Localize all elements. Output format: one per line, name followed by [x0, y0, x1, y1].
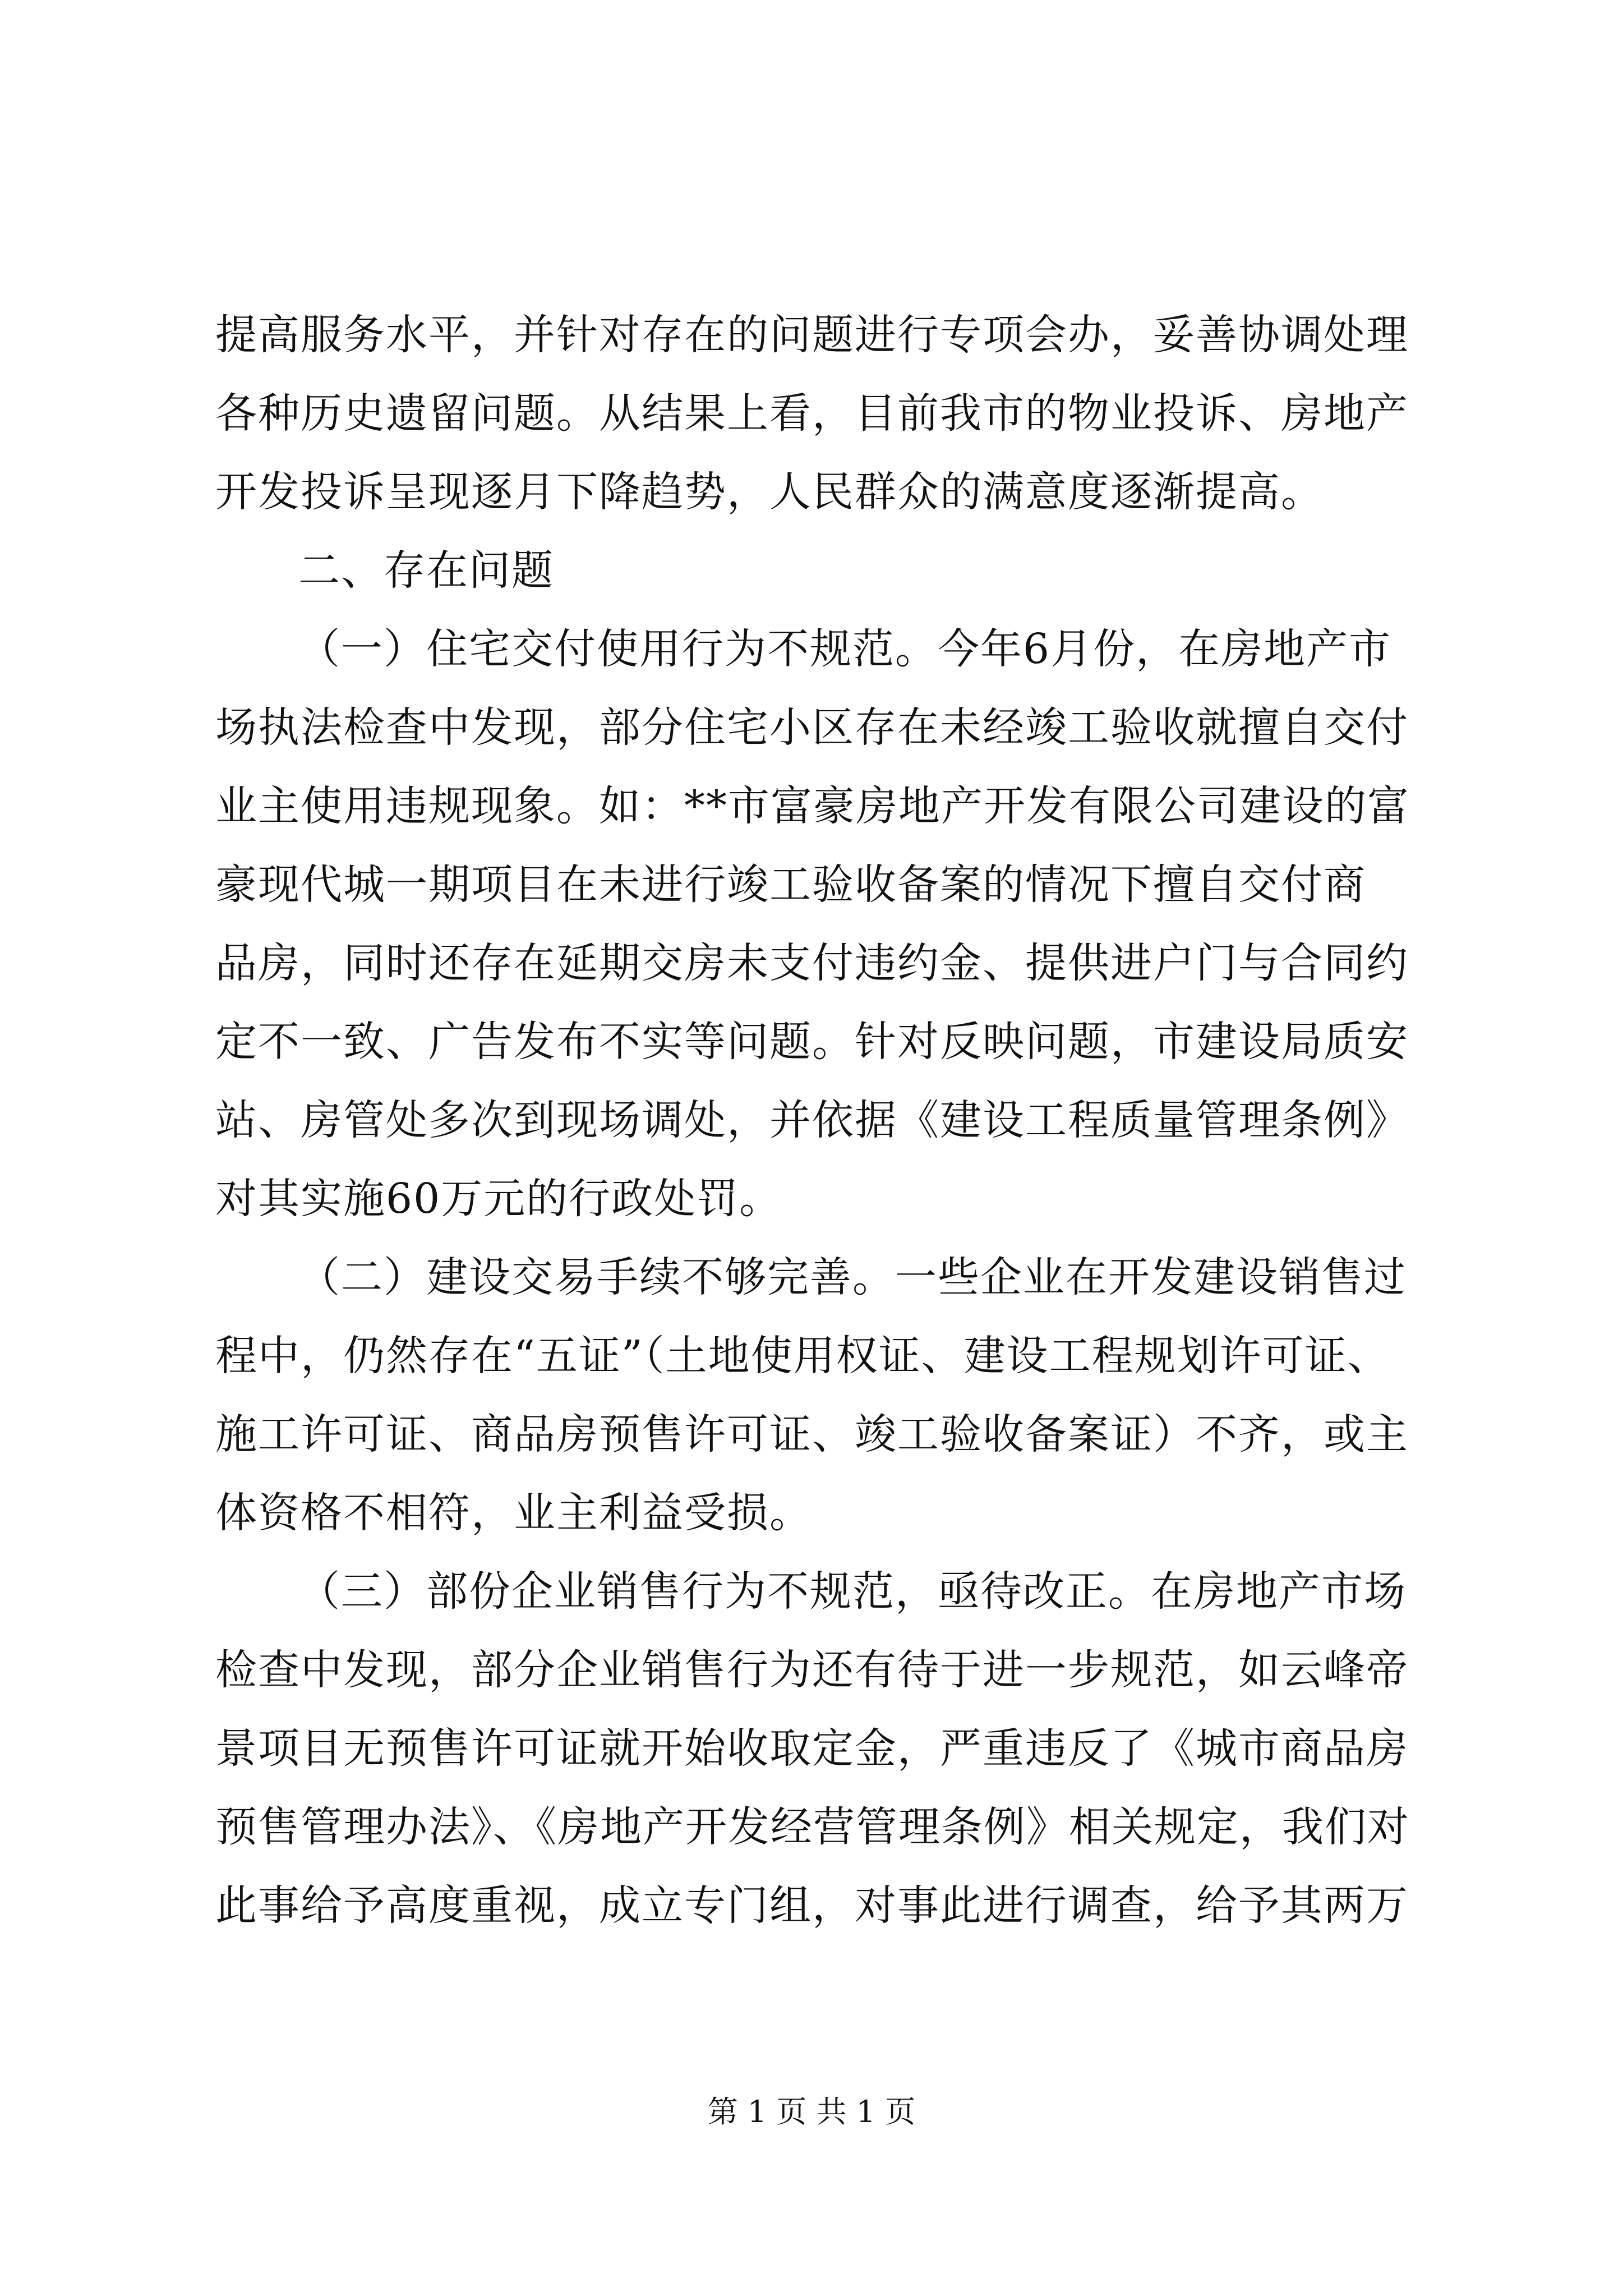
page-number-footer: 第 1 页 共 1 页 [707, 2094, 916, 2129]
text-line: 此事给予高度重视，成立专门组，对事此进行调查，给予其两万 [215, 1881, 1409, 1930]
text-line: 场执法检查中发现，部分住宅小区存在未经竣工验收就擅自交付 [215, 703, 1409, 752]
text-line: 程中，仍然存在“五证”（土地使用权证、建设工程规划许可证、 [215, 1332, 1390, 1380]
text-line: 预售管理办法》、《房地产开发经营管理条例》相关规定，我们对 [215, 1803, 1410, 1851]
text-line: 品房，同时还存在延期交房未支付违约金、提供进户门与合同约 [215, 939, 1409, 987]
text-line: （一）住宅交付使用行为不规范。今年6月份，在房地产市 [298, 625, 1392, 673]
text-line: 站、房管处多次到现场调处，并依据《建设工程质量管理条例》 [215, 1096, 1409, 1144]
text-line: 豪现代城一期项目在未进行竣工验收备案的情况下擅自交付商 [215, 861, 1366, 909]
text-line: 定不一致、广告发布不实等问题。针对反映问题，市建设局质安 [215, 1018, 1409, 1066]
text-line: （二）建设交易手续不够完善。一些企业在开发建设销售过 [298, 1253, 1407, 1301]
text-line: 各种历史遗留问题。从结果上看，目前我市的物业投诉、房地产 [215, 389, 1409, 438]
text-line: 业主使用违规现象。如：**市富豪房地产开发有限公司建设的富 [215, 782, 1410, 830]
text-line: 景项目无预售许可证就开始收取定金，严重违反了《城市商品房 [215, 1724, 1409, 1773]
section-heading: 二、存在问题 [298, 546, 554, 595]
text-line: 提高服务水平，并针对存在的问题进行专项会办，妥善协调处理 [215, 311, 1409, 359]
text-line: 施工许可证、商品房预售许可证、竣工验收备案证）不齐，或主 [215, 1410, 1409, 1458]
text-line: 检查中发现，部分企业销售行为还有待于进一步规范，如云峰帝 [215, 1646, 1409, 1694]
text-line: （三）部份企业销售行为不规范，亟待改正。在房地产市场 [298, 1567, 1407, 1616]
text-line: 体资格不相符，业主利益受损。 [215, 1489, 812, 1537]
text-line: 对其实施60万元的行政处罚。 [215, 1175, 782, 1223]
text-line: 开发投诉呈现逐月下降趋势，人民群众的满意度逐渐提高。 [215, 468, 1324, 516]
